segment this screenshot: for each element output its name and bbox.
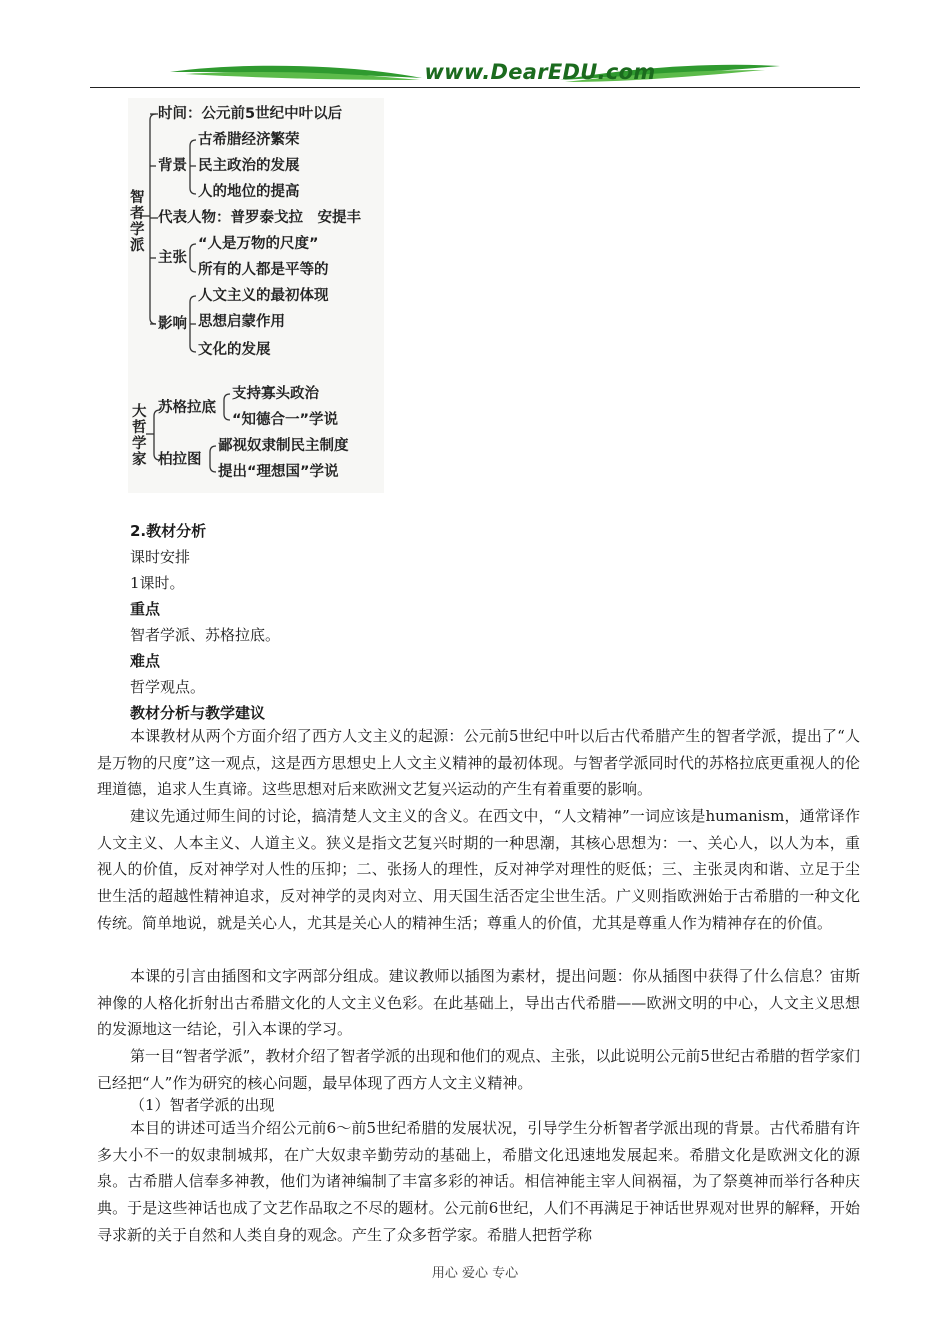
difficult-value: 哲学观点。 xyxy=(130,678,206,696)
plato-item: 鄙视奴隶制民主制度 xyxy=(218,438,349,454)
influence-item: 文化的发展 xyxy=(198,342,271,358)
difficult-label: 难点 xyxy=(130,652,161,670)
background-label: 背景 xyxy=(158,158,187,174)
claims-item: “人是万物的尺度” xyxy=(198,236,319,252)
paragraph-3: 本课的引言由插图和文字两部分组成。建议教师以插图为素材，提出问题：你从插图中获得了什么信息？宙斯神像的人格化折射出古希腊文化的人文主义色彩。在此基础上，导出古代希腊——欧洲文明的中心，人文主义思想的发源地这一结论，引入本课的学习。 xyxy=(97,967,860,1039)
time-text: 时间：公元前5世纪中叶以后 xyxy=(158,106,343,122)
section-title: 2.教材分析 xyxy=(130,522,207,540)
socrates-item: 支持寡头政治 xyxy=(232,386,319,402)
socrates-item: “知德合一”学说 xyxy=(232,412,339,428)
paragraph-4: 第一目“智者学派”，教材介绍了智者学派的出现和他们的观点、主张，以此说明公元前5世纪古希腊的哲学家们已经把“人”作为研究的核心问题，最早体现了西方人文主义精神。 xyxy=(97,1047,860,1092)
sophists-root-label: 智者学派 xyxy=(130,190,145,254)
claims-item: 所有的人都是平等的 xyxy=(198,262,329,278)
schedule-value: 1课时。 xyxy=(130,574,185,592)
paragraph-2: 建议先通过师生间的讨论，搞清楚人文主义的含义。在西文中，“人文精神”一词应该是humanism，通常译作人文主义、人本主义、人道主义。狭义是指文艺复兴时期的一种思潮，其核心思想为：一、关心人，以人为本，重视人的价值，反对神学对人性的压抑；二、张扬人的理性，反对神学对理性的贬低；三、主张灵肉和谐、立足于尘世生活的超越性精神追求，反对神学的灵肉对立、用天国生活否定尘世生活。广义则指欧洲始于古希腊的一种文化传统。简单地说，就是关心人，尤其是关心人的精神生活；尊重人的价值，尤其是尊重人作为精神存在的价值。 xyxy=(97,807,860,932)
background-item: 民主政治的发展 xyxy=(198,158,300,174)
key-value: 智者学派、苏格拉底。 xyxy=(130,626,281,644)
representatives-text: 代表人物：普罗泰戈拉 安提丰 xyxy=(158,210,361,226)
influence-item: 思想启蒙作用 xyxy=(198,314,285,330)
advice-title: 教材分析与教学建议 xyxy=(130,704,266,722)
plato-item: 提出“理想国”学说 xyxy=(218,464,339,480)
plato-label: 柏拉图 xyxy=(158,452,202,468)
socrates-label: 苏格拉底 xyxy=(158,400,216,416)
influence-item: 人文主义的最初体现 xyxy=(198,288,329,304)
paragraph-5: 本目的讲述可适当介绍公元前6～前5世纪希腊的发展状况，引导学生分析智者学派出现的背景。古代希腊有许多大小不一的奴隶制城邦，在广大奴隶辛勤劳动的基础上，希腊文化迅速地发展起来。希腊文化是欧洲文化的源泉。古希腊人信奉多神教，他们为诸神编制了丰富多彩的神话。相信神能主宰人间祸福，为了祭奠神而举行各种庆典。于是这些神话也成了文艺作品取之不尽的题材。公元前6世纪，人们不再满足于神话世界观对世界的解释，开始寻求新的关于自然和人类自身的观念。产生了众多哲学家。希腊人把哲学称 xyxy=(97,1119,860,1244)
key-label: 重点 xyxy=(130,600,161,618)
influence-label: 影响 xyxy=(158,316,187,332)
background-item: 人的地位的提高 xyxy=(198,184,300,200)
paragraph-1: 本课教材从两个方面介绍了西方人文主义的起源：公元前5世纪中叶以后古代希腊产生的智者学派，提出了“人是万物的尺度”这一观点，这是西方思想史上人文主义精神的最初体现。与智者学派同时代的苏格拉底更重视人的伦理道德，追求人生真谛。这些思想对后来欧洲文艺复兴运动的产生有着重要的影响。 xyxy=(97,727,860,799)
claims-label: 主张 xyxy=(158,250,187,266)
schedule-label: 课时安排 xyxy=(130,548,191,566)
page-footer: 用心 爱心 专心 xyxy=(431,1266,519,1281)
philosophers-root-label: 大哲学家 xyxy=(132,404,147,468)
header-rule xyxy=(90,87,860,88)
subheading-sophists-emergence: （1）智者学派的出现 xyxy=(130,1096,275,1114)
outline-diagram xyxy=(128,98,384,493)
site-logo-text[interactable]: www.DearEDU.com xyxy=(424,60,656,84)
background-item: 古希腊经济繁荣 xyxy=(198,132,300,148)
